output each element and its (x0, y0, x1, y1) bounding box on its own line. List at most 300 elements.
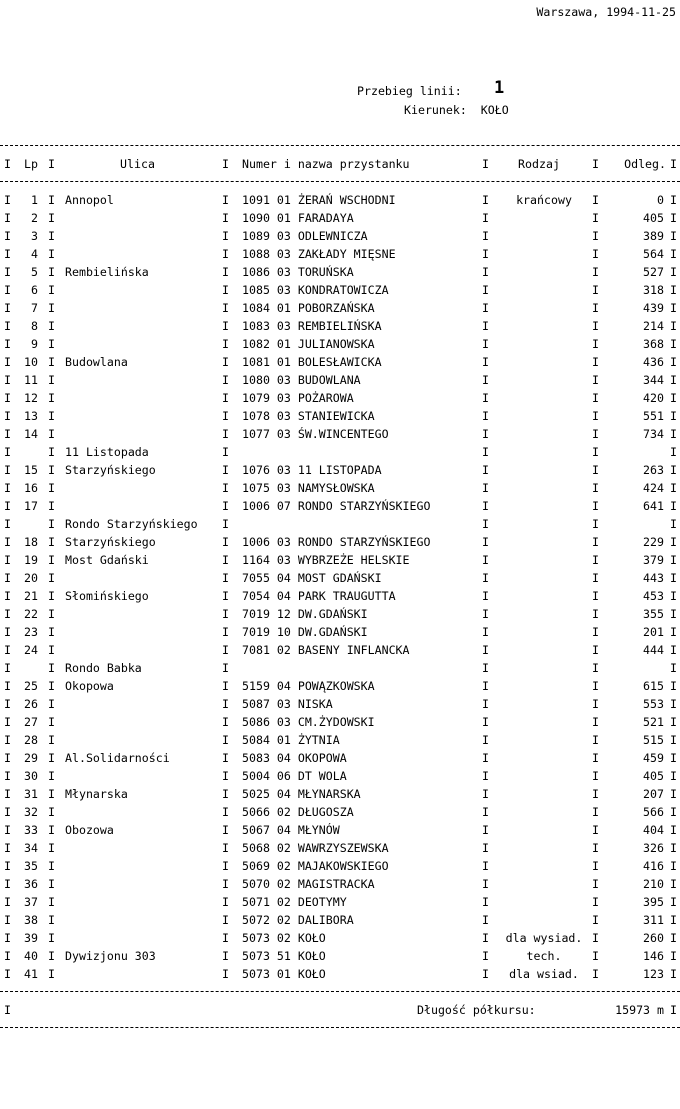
column-separator: I (4, 823, 11, 837)
column-separator: I (670, 553, 677, 567)
row-lp: 32 (24, 805, 38, 819)
column-separator: I (592, 589, 599, 603)
column-separator: I (48, 301, 55, 315)
column-separator: I (48, 265, 55, 279)
row-rodzaj: dla wsiad. (509, 967, 579, 981)
row-odleg: 229 (643, 535, 664, 549)
column-separator: I (482, 355, 489, 369)
column-separator: I (4, 607, 11, 621)
column-separator: I (670, 841, 677, 855)
row-przystanek: 5072 02 DALIBORA (242, 913, 354, 927)
row-odleg: 416 (643, 859, 664, 873)
column-separator: I (482, 895, 489, 909)
column-separator: I (4, 715, 11, 729)
column-separator: I (4, 391, 11, 405)
row-lp: 37 (24, 895, 38, 909)
column-separator: I (482, 283, 489, 297)
column-separator: I (592, 697, 599, 711)
column-separator: I (48, 409, 55, 423)
row-przystanek: 5071 02 DEOTYMY (242, 895, 347, 909)
row-przystanek: 5069 02 MAJAKOWSKIEGO (242, 859, 389, 873)
column-separator: I (482, 373, 489, 387)
column-separator: I (670, 823, 677, 837)
column-separator: I (482, 247, 489, 261)
column-separator: I (4, 265, 11, 279)
column-separator: I (482, 535, 489, 549)
column-separator: I (48, 751, 55, 765)
column-separator: I (592, 859, 599, 873)
column-separator: I (482, 229, 489, 243)
column-separator: I (482, 607, 489, 621)
column-separator: I (48, 553, 55, 567)
column-separator: I (670, 931, 677, 945)
table-row (0, 893, 680, 911)
column-separator: I (482, 661, 489, 675)
row-lp: 31 (24, 787, 38, 801)
table-bottom-rule (0, 991, 680, 992)
column-separator: I (4, 751, 11, 765)
column-separator: I (222, 931, 229, 945)
row-odleg: 566 (643, 805, 664, 819)
column-separator: I (4, 787, 11, 801)
column-separator: I (592, 571, 599, 585)
row-odleg: 404 (643, 823, 664, 837)
table-row (0, 299, 680, 317)
column-separator: I (670, 193, 677, 207)
column-separator: I (482, 751, 489, 765)
row-odleg: 318 (643, 283, 664, 297)
column-separator: I (48, 517, 55, 531)
column-separator: I (222, 877, 229, 891)
row-odleg: 424 (643, 481, 664, 495)
column-separator: I (48, 193, 55, 207)
row-odleg: 420 (643, 391, 664, 405)
column-separator: I (222, 895, 229, 909)
column-separator: I (592, 913, 599, 927)
column-separator: I (4, 373, 11, 387)
column-separator: I (482, 337, 489, 351)
column-separator: I (592, 787, 599, 801)
table-row (0, 569, 680, 587)
column-separator: I (482, 823, 489, 837)
column-separator: I (48, 625, 55, 639)
column-separator: I (4, 409, 11, 423)
column-separator: I (4, 337, 11, 351)
column-separator: I (4, 283, 11, 297)
column-separator: I (222, 517, 229, 531)
column-separator: I (48, 805, 55, 819)
column-separator: I (222, 319, 229, 333)
row-przystanek: 1088 03 ZAKŁADY MIĘSNE (242, 247, 396, 261)
column-separator: I (222, 787, 229, 801)
column-separator: I (48, 913, 55, 927)
table-row (0, 875, 680, 893)
column-separator: I (222, 967, 229, 981)
column-separator: I (48, 787, 55, 801)
table-top-rule (0, 145, 680, 146)
column-separator: I (670, 769, 677, 783)
row-przystanek: 5067 04 MŁYNÓW (242, 823, 340, 837)
column-separator: I (482, 553, 489, 567)
column-separator: I (222, 427, 229, 441)
row-ulica: Rondo Starzyńskiego (65, 517, 198, 531)
row-przystanek: 1089 03 ODLEWNICZA (242, 229, 368, 243)
column-separator: I (4, 625, 11, 639)
row-przystanek: 1079 03 POŻAROWA (242, 391, 354, 405)
column-separator: I (482, 967, 489, 981)
column-separator: I (4, 229, 11, 243)
row-lp: 39 (24, 931, 38, 945)
row-lp: 28 (24, 733, 38, 747)
table-row (0, 281, 680, 299)
row-odleg: 210 (643, 877, 664, 891)
column-separator: I (592, 823, 599, 837)
table-row (0, 371, 680, 389)
column-separator: I (670, 247, 677, 261)
column-separator: I (670, 625, 677, 639)
column-separator: I (482, 841, 489, 855)
table-row (0, 497, 680, 515)
column-separator: I (4, 841, 11, 855)
column-separator: I (48, 643, 55, 657)
column-separator: I (592, 967, 599, 981)
column-separator: I (4, 157, 11, 171)
row-przystanek: 1081 01 BOLESŁAWICKA (242, 355, 382, 369)
column-separator: I (4, 805, 11, 819)
column-separator: I (48, 589, 55, 603)
column-separator: I (592, 643, 599, 657)
table-row (0, 191, 680, 209)
column-separator: I (222, 337, 229, 351)
column-separator: I (482, 589, 489, 603)
table-row (0, 461, 680, 479)
column-separator: I (222, 679, 229, 693)
column-separator: I (670, 211, 677, 225)
column-separator: I (592, 679, 599, 693)
column-separator: I (670, 571, 677, 585)
table-row (0, 659, 680, 677)
row-lp: 25 (24, 679, 38, 693)
column-separator: I (670, 805, 677, 819)
row-przystanek: 7081 02 BASENY INFLANCKA (242, 643, 410, 657)
column-separator: I (48, 769, 55, 783)
row-lp: 13 (24, 409, 38, 423)
row-przystanek: 7019 10 DW.GDAŃSKI (242, 625, 368, 639)
column-separator: I (482, 571, 489, 585)
column-separator: I (592, 841, 599, 855)
column-separator: I (592, 517, 599, 531)
direction-label: Kierunek: (404, 103, 467, 117)
row-odleg: 564 (643, 247, 664, 261)
column-separator: I (482, 481, 489, 495)
row-lp: 23 (24, 625, 38, 639)
row-odleg: 379 (643, 553, 664, 567)
row-odleg: 146 (643, 949, 664, 963)
row-lp: 26 (24, 697, 38, 711)
column-separator: I (222, 571, 229, 585)
table-row (0, 965, 680, 983)
column-separator: I (482, 769, 489, 783)
table-row (0, 767, 680, 785)
table-row (0, 821, 680, 839)
column-separator: I (592, 895, 599, 909)
table-row (0, 641, 680, 659)
column-separator: I (482, 517, 489, 531)
row-lp: 30 (24, 769, 38, 783)
column-separator: I (670, 535, 677, 549)
column-separator: I (48, 967, 55, 981)
row-lp: 16 (24, 481, 38, 495)
row-odleg: 641 (643, 499, 664, 513)
column-separator: I (482, 427, 489, 441)
column-separator: I (592, 193, 599, 207)
column-separator: I (482, 679, 489, 693)
row-odleg: 207 (643, 787, 664, 801)
footer-row (0, 1001, 680, 1019)
row-rodzaj: tech. (526, 949, 562, 963)
footer-bottom-rule (0, 1027, 680, 1028)
column-separator: I (670, 895, 677, 909)
column-separator: I (222, 733, 229, 747)
row-odleg: 0 (657, 193, 664, 207)
row-lp: 21 (24, 589, 38, 603)
column-separator: I (48, 337, 55, 351)
total-length-value: 15973 m (615, 1003, 664, 1017)
column-separator: I (222, 841, 229, 855)
column-separator: I (592, 319, 599, 333)
column-separator: I (222, 355, 229, 369)
column-header-rodzaj: Rodzaj (518, 157, 560, 171)
column-separator: I (4, 733, 11, 747)
column-separator: I (670, 877, 677, 891)
column-separator: I (592, 931, 599, 945)
row-przystanek: 1091 01 ŻERAŃ WSCHODNI (242, 193, 396, 207)
row-przystanek: 1085 03 KONDRATOWICZA (242, 283, 389, 297)
table-row (0, 389, 680, 407)
column-separator: I (222, 283, 229, 297)
column-separator: I (48, 247, 55, 261)
table-row (0, 785, 680, 803)
row-odleg: 395 (643, 895, 664, 909)
column-separator: I (482, 499, 489, 513)
table-body (0, 191, 680, 983)
column-separator: I (4, 931, 11, 945)
row-odleg: 263 (643, 463, 664, 477)
column-separator: I (222, 265, 229, 279)
row-odleg: 444 (643, 643, 664, 657)
column-separator: I (222, 913, 229, 927)
row-przystanek: 1006 07 RONDO STARZYŃSKIEGO (242, 499, 431, 513)
column-separator: I (670, 517, 677, 531)
row-przystanek: 5073 51 KOŁO (242, 949, 326, 963)
row-lp: 27 (24, 715, 38, 729)
row-odleg: 405 (643, 769, 664, 783)
column-separator: I (4, 697, 11, 711)
column-separator: I (670, 427, 677, 441)
column-separator: I (222, 301, 229, 315)
column-separator: I (222, 769, 229, 783)
column-separator: I (4, 949, 11, 963)
column-separator: I (482, 319, 489, 333)
column-separator: I (48, 229, 55, 243)
column-separator: I (482, 445, 489, 459)
column-separator: I (48, 157, 55, 171)
row-lp: 36 (24, 877, 38, 891)
column-separator: I (670, 301, 677, 315)
table-row (0, 587, 680, 605)
column-separator: I (222, 751, 229, 765)
column-separator: I (48, 571, 55, 585)
column-separator: I (482, 697, 489, 711)
column-separator: I (670, 607, 677, 621)
column-separator: I (592, 157, 599, 171)
row-przystanek: 1084 01 POBORZAŃSKA (242, 301, 375, 315)
column-separator: I (670, 715, 677, 729)
row-przystanek: 5084 01 ŻYTNIA (242, 733, 340, 747)
column-separator: I (4, 427, 11, 441)
row-ulica: Annopol (65, 193, 114, 207)
row-odleg: 521 (643, 715, 664, 729)
row-odleg: 214 (643, 319, 664, 333)
column-separator: I (48, 373, 55, 387)
row-odleg: 443 (643, 571, 664, 585)
row-odleg: 615 (643, 679, 664, 693)
column-separator: I (670, 697, 677, 711)
column-separator: I (4, 553, 11, 567)
column-separator: I (670, 391, 677, 405)
column-separator: I (48, 859, 55, 873)
table-row (0, 839, 680, 857)
column-separator: I (48, 607, 55, 621)
column-separator: I (482, 625, 489, 639)
row-lp: 34 (24, 841, 38, 855)
column-separator: I (482, 301, 489, 315)
column-separator: I (592, 661, 599, 675)
column-separator: I (482, 949, 489, 963)
row-odleg: 368 (643, 337, 664, 351)
column-separator: I (482, 859, 489, 873)
column-separator: I (4, 301, 11, 315)
row-przystanek: 7055 04 MOST GDAŃSKI (242, 571, 382, 585)
direction-line (404, 101, 509, 119)
row-przystanek: 5073 01 KOŁO (242, 967, 326, 981)
row-lp: 17 (24, 499, 38, 513)
column-separator: I (48, 895, 55, 909)
column-separator: I (670, 499, 677, 513)
column-separator: I (592, 427, 599, 441)
table-row (0, 209, 680, 227)
column-separator: I (48, 283, 55, 297)
column-separator: I (670, 319, 677, 333)
column-separator: I (222, 949, 229, 963)
column-separator: I (670, 787, 677, 801)
row-przystanek: 5066 02 DŁUGOSZA (242, 805, 354, 819)
table-row (0, 551, 680, 569)
column-separator: I (592, 715, 599, 729)
column-separator: I (48, 355, 55, 369)
column-separator: I (482, 643, 489, 657)
column-separator: I (222, 715, 229, 729)
column-separator: I (482, 877, 489, 891)
row-rodzaj: krańcowy (516, 193, 572, 207)
column-separator: I (48, 715, 55, 729)
column-separator: I (670, 445, 677, 459)
column-separator: I (592, 553, 599, 567)
table-row (0, 479, 680, 497)
column-separator: I (592, 265, 599, 279)
row-lp: 22 (24, 607, 38, 621)
row-ulica: Budowlana (65, 355, 128, 369)
row-lp: 6 (31, 283, 38, 297)
row-lp: 10 (24, 355, 38, 369)
column-separator: I (592, 499, 599, 513)
column-separator: I (592, 733, 599, 747)
row-lp: 14 (24, 427, 38, 441)
row-lp: 3 (31, 229, 38, 243)
row-przystanek: 5086 03 CM.ŻYDOWSKI (242, 715, 375, 729)
column-separator: I (48, 481, 55, 495)
row-przystanek: 5068 02 WAWRZYSZEWSKA (242, 841, 389, 855)
column-separator: I (48, 679, 55, 693)
column-separator: I (222, 463, 229, 477)
table-row (0, 731, 680, 749)
column-separator: I (4, 895, 11, 909)
column-separator: I (222, 697, 229, 711)
row-odleg: 123 (643, 967, 664, 981)
row-lp: 1 (31, 193, 38, 207)
column-separator: I (592, 805, 599, 819)
row-przystanek: 1077 03 ŚW.WINCENTEGO (242, 427, 389, 441)
row-ulica: Most Gdański (65, 553, 149, 567)
column-separator: I (48, 427, 55, 441)
column-separator: I (482, 805, 489, 819)
row-przystanek: 1086 03 TORUŃSKA (242, 265, 354, 279)
column-separator: I (482, 265, 489, 279)
table-header-row (0, 155, 680, 173)
column-separator: I (670, 229, 677, 243)
column-separator: I (4, 679, 11, 693)
column-separator: I (670, 283, 677, 297)
column-separator: I (4, 769, 11, 783)
column-header-przystanek: Numer i nazwa przystanku (242, 157, 410, 171)
row-lp: 33 (24, 823, 38, 837)
row-przystanek: 5073 02 KOŁO (242, 931, 326, 945)
column-separator: I (4, 463, 11, 477)
column-separator: I (482, 211, 489, 225)
table-row (0, 749, 680, 767)
column-separator: I (670, 463, 677, 477)
column-separator: I (4, 571, 11, 585)
column-separator: I (4, 967, 11, 981)
column-separator: I (670, 337, 677, 351)
table-row (0, 533, 680, 551)
column-separator: I (670, 859, 677, 873)
column-separator: I (670, 967, 677, 981)
table-row (0, 605, 680, 623)
column-separator: I (222, 643, 229, 657)
column-separator: I (592, 751, 599, 765)
column-separator: I (222, 445, 229, 459)
column-separator: I (4, 913, 11, 927)
row-lp: 5 (31, 265, 38, 279)
column-separator: I (4, 589, 11, 603)
column-separator: I (48, 211, 55, 225)
row-lp: 8 (31, 319, 38, 333)
column-separator: I (222, 247, 229, 261)
column-separator: I (670, 481, 677, 495)
column-separator: I (592, 463, 599, 477)
column-separator: I (482, 733, 489, 747)
